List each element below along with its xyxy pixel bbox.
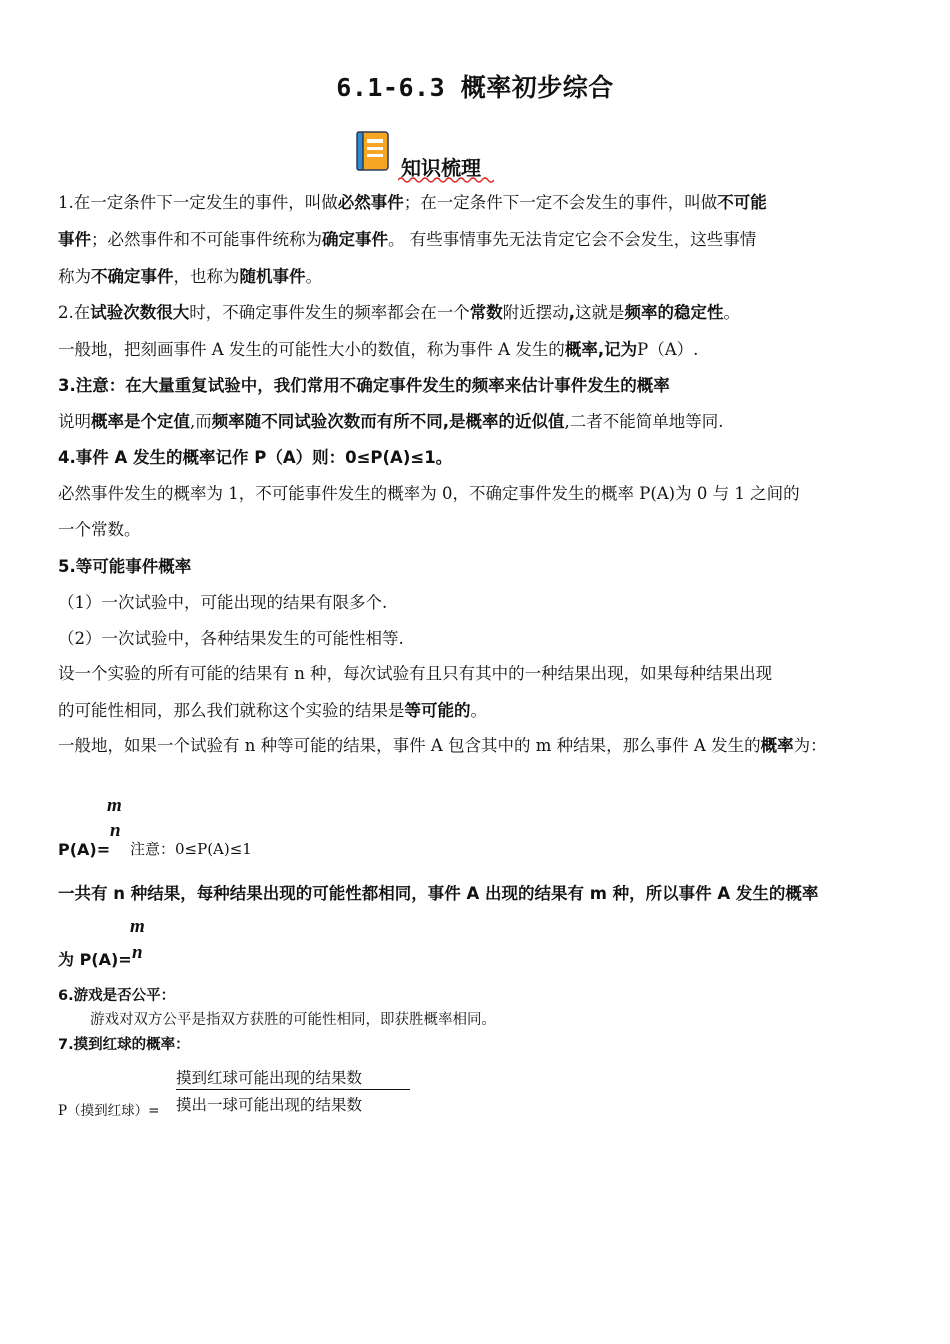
formula-3-fraction-line (176, 1089, 410, 1090)
paragraph-5-item-2: （2）一次试验中，各种结果发生的可能性相等. (58, 629, 404, 648)
formula-2-prefix: 为 P(A)= (58, 950, 132, 969)
paragraph-4-line-2: 必然事件发生的概率为 1，不可能事件发生的概率为 0，不确定事件发生的概率 P(A)为 0 与 1 之间的 (58, 484, 800, 503)
paragraph-3-line-2: 说明概率是个定值,而频率随不同试验次数而有所不同,是概率的近似值,二者不能简单地等同. (58, 412, 724, 431)
paragraph-6-line-1: 一共有 n 种结果，每种结果出现的可能性都相同，事件 A 出现的结果有 m 种，所以事件 A 发生的概率 (58, 884, 819, 903)
paragraph-5-line-3: 设一个实验的所有可能的结果有 n 种，每次试验有且只有其中的一种结果出现，如果每种结果出现 (58, 664, 773, 683)
formula-3-prefix: P（摸到红球）= (58, 1103, 160, 1119)
formula-1-prefix: P(A)= (58, 840, 111, 859)
paragraph-5-item-1: （1）一次试验中，可能出现的结果有限多个. (58, 593, 388, 612)
paragraph-4-line-3: 一个常数。 (58, 520, 141, 539)
page-title: 6.1-6.3 概率初步综合 (336, 73, 614, 102)
formula-3-denominator: 摸出一球可能出现的结果数 (176, 1096, 363, 1114)
paragraph-1-line-2: 事件；必然事件和不可能事件统称为确定事件。 有些事情事先无法肯定它会不会发生，这些事情 (58, 230, 757, 249)
formula-3-numerator: 摸到红球可能出现的结果数 (176, 1069, 363, 1087)
paragraph-1-line-3: 称为不确定事件，也称为随机事件。 (58, 267, 322, 286)
paragraph-5-heading: 5.等可能事件概率 (58, 557, 192, 576)
paragraph-3-line-1: 3.注意：在大量重复试验中，我们常用不确定事件发生的频率来估计事件发生的概率 (58, 376, 670, 395)
paragraph-2-line-1: 2.在试验次数很大时，不确定事件发生的频率都会在一个常数附近摆动,这就是频率的稳定性。 (58, 303, 741, 322)
formula-1-note: 注意：0≤P(A)≤1 (130, 840, 252, 858)
paragraph-7-text: 游戏对双方公平是指双方获胜的可能性相同，即获胜概率相同。 (90, 1012, 496, 1028)
formula-2-numerator: m (130, 916, 145, 937)
section-header: 知识梳理 (401, 156, 481, 180)
paragraph-1-line-1: 1.在一定条件下一定发生的事件，叫做必然事件；在一定条件下一定不会发生的事件，叫做不可能 (58, 193, 767, 212)
paragraph-5-line-5: 一般地，如果一个试验有 n 种等可能的结果，事件 A 包含其中的 m 种结果，那么事件 A 发生的概率为： (58, 736, 827, 755)
notebook-icon (356, 131, 390, 173)
paragraph-7-heading: 6.游戏是否公平： (58, 988, 176, 1004)
paragraph-8-heading: 7.摸到红球的概率： (58, 1037, 190, 1053)
paragraph-4-line-1: 4.事件 A 发生的概率记作 P（A）则：0≤P(A)≤1。 (58, 448, 453, 467)
paragraph-5-line-4: 的可能性相同，那么我们就称这个实验的结果是等可能的。 (58, 701, 487, 720)
formula-1-numerator: m (107, 795, 122, 816)
paragraph-2-line-2: 一般地，把刻画事件 A 发生的可能性大小的数值，称为事件 A 发生的概率,记为P（A）. (58, 340, 699, 359)
wavy-underline (398, 176, 494, 184)
formula-2-denominator: n (132, 942, 143, 963)
formula-1-denominator: n (110, 820, 121, 841)
